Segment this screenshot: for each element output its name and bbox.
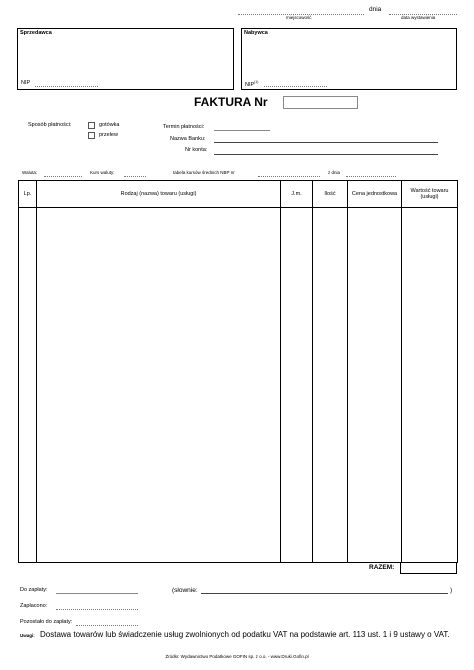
transfer-option-label: przelew [99, 132, 118, 138]
invoice-number-field[interactable] [283, 96, 358, 109]
exchange-rate-label: Kurs waluty: [90, 170, 115, 175]
seller-title: Sprzedawca [20, 30, 52, 36]
buyer-title: Nabywca [244, 30, 268, 36]
buyer-nip-line[interactable] [264, 86, 327, 87]
items-header-row [19, 181, 458, 208]
cash-option-label: gotówka [99, 122, 120, 128]
cell-lp[interactable] [19, 208, 37, 563]
payment-method-label: Sposób płatności: [28, 122, 72, 128]
nbp-table-line[interactable] [258, 176, 320, 177]
account-number-label: Nr konta: [185, 147, 208, 153]
rate-date-label: z dnia [328, 170, 341, 175]
seller-nip-line[interactable] [35, 86, 98, 87]
place-caption: miejscowość [286, 15, 312, 20]
currency-label: Waluta: [22, 170, 38, 175]
invoice-title: FAKTURA Nr [194, 95, 268, 109]
exchange-rate-line[interactable] [124, 176, 146, 177]
cell-unit[interactable] [281, 208, 313, 563]
col-qty-header: Ilość [313, 181, 348, 208]
notes-label: Uwagi: [20, 633, 35, 638]
buyer-box[interactable] [241, 28, 457, 90]
total-value-field[interactable] [400, 562, 457, 574]
bank-name-label: Nazwa Banku: [170, 136, 206, 142]
issue-date-caption: data wystawienia [401, 15, 436, 20]
nbp-table-label: tabela kursów średnich NBP nr [173, 170, 235, 175]
buyer-nip-footnote: (1) [254, 80, 259, 84]
total-row [18, 562, 457, 574]
cash-checkbox[interactable] [88, 122, 95, 129]
notes-text: Dostawa towarów lub świadczenie usług zwolnionych od podatku VAT na podstawie art. 113 ust. 1 i 9 ustawy o VAT. [40, 630, 450, 639]
dnia-label: dnia [369, 6, 382, 13]
source-credit: Źródło: Wydawnictwo Podatkowe GOFIN sp. z o.o. - www.Druki.Gofin.pl [165, 654, 309, 659]
total-label: RAZEM: [369, 564, 395, 571]
remaining-line[interactable] [76, 625, 138, 626]
buyer-nip-label: NIP$^{(1)}$ [245, 80, 259, 88]
col-unit-header: J.m. [281, 181, 313, 208]
payment-due-label: Termin płatności: [163, 124, 205, 130]
currency-line[interactable] [44, 176, 82, 177]
cell-unit-price[interactable] [348, 208, 402, 563]
remaining-label: Pozostało do zapłaty: [20, 619, 73, 625]
seller-box[interactable] [17, 28, 234, 90]
amount-in-words-label: (słownie: [172, 587, 198, 594]
to-pay-label: Do zapłaty: [20, 587, 48, 593]
bank-name-line[interactable] [214, 142, 438, 143]
items-table [18, 180, 458, 563]
col-value-header: Wartość towaru (usługi) [402, 181, 458, 208]
col-lp-header: Lp. [19, 181, 37, 208]
transfer-checkbox[interactable] [88, 132, 95, 139]
to-pay-line[interactable] [56, 593, 138, 594]
paid-line[interactable] [56, 609, 138, 610]
seller-nip-label: NIP [21, 80, 31, 86]
table-row[interactable] [19, 208, 458, 563]
cell-value[interactable] [402, 208, 458, 563]
col-unit-price-header: Cena jednostkowa [348, 181, 402, 208]
cell-qty[interactable] [313, 208, 348, 563]
col-name-header: Rodzaj (nazwa) towaru (usługi) [37, 181, 281, 208]
cell-name[interactable] [37, 208, 281, 563]
paid-label: Zapłacono: [20, 603, 48, 609]
rate-date-line[interactable] [346, 176, 396, 177]
account-number-line[interactable] [214, 154, 438, 155]
amount-in-words-line[interactable] [201, 593, 448, 594]
amount-in-words-close: ) [450, 587, 453, 594]
payment-due-line[interactable] [214, 130, 270, 131]
